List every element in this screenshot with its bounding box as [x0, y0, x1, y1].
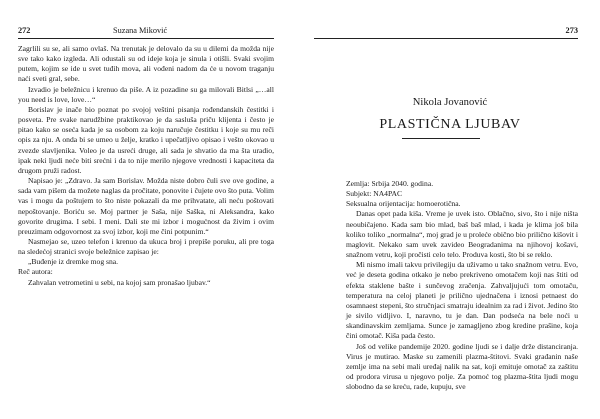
note-line: Reč autora:	[18, 267, 53, 277]
story-author: Nikola Jovanović	[412, 97, 488, 108]
paragraph: Borislav je inače bio poznat po svojoj veštini pisanja rođendanskih čestitki i posveta. Pre svake narudžbine praktikovao je da sasluša priču klijenta i često je pitao kako se oseća kada je sa osobom za koju naručuje čestitku i koje su mu reči opis za nju. A onda bi se umeo u želje, kratko i upečatljivo opisao i veštо okovao u zvezde slavljenika. Voleo je da usreći druge, ali sada je shvatio da ma šta uradio, ipak neki ljudi neće biti srećni i da to nije merilo njegove vrednosti i kapaciteta da drugom pruži radost.	[18, 104, 274, 175]
note-line: „Buđenje iz dremke mog sna.	[28, 257, 119, 267]
paragraph: Danas opet pada kiša. Vreme je uvek isto. Oblačno, sivo, što i nije ništa neoubičajeno. Kada sam bio mlad, baš baš mlad, i kada je klima još bila koliko toliko „normalna“, moj grad je u proleće obično bio prilično kišovit i maglovit. Nekako sam uvek zavideo Beogradanima na njihovoj košavi, snažnom vetru, koji pročisti celo telo. Produva kosti, što bi se reklo.	[346, 209, 578, 260]
title-underline	[402, 138, 480, 139]
meta-line: Seksualna orijentacija: homoerotična.	[346, 199, 461, 209]
page-number: 272	[18, 26, 31, 35]
note-line: Zahvalan vetrometini u sebi, na kojoj sam pronašao ljubav.“	[28, 277, 211, 287]
paragraph: Mi nismo imali takvu privilegiju da uživamo u tako snažnom vetru. Evo, već je deseta godina otkako je nebo prekriveno omotačem koji nas štiti od efekta staklene bašte i sunčevog zračenja. Zahvaljujući tom omotaču, temperatura na celoj planeti je prilično ujednačena i iznosi petnaest do osamnaest stepeni, što stručnjaci smatraju idealnim za rad i život. Jedino što je sivilo vidljivo. I, naravno, tu je dan. Dan podseća na bele noći u skandinavskim zemljama. Sunce je zamagljeno zbog kredine prašine, koja čini omotač. Kiša pada često.	[346, 260, 578, 341]
right-page-text	[346, 179, 578, 392]
paragraph: Izvadio je beležnicu i krenuo da piše. A iz pozadine su ga milovali Bitlsi „…all you need is love, love…“	[18, 84, 274, 104]
page-number: 273	[565, 26, 578, 35]
paragraph: Zagrlili su se, ali samo ovlaš. Na trenutak je delovalo da su u dilemi da možda nije sve tako kako izgleda. Ali odustali su od ideje koja je sinula i otišli. Svaki svojim putem, kojim se ide u svet tuđih mova, ali vođeni nadom da će u novom traganju naći sveti gral, sebe.	[18, 44, 274, 84]
paragraph: Nasmejao se, uzeo telefon i krenuo da ukuca broj i prepiše poruku, ali pre toga na sledećoj stranici svoje beležnice zapisao je:	[18, 236, 274, 257]
left-page-text	[18, 44, 274, 288]
right-page	[300, 0, 600, 419]
left-page-header	[18, 26, 274, 39]
paragraph: Još od velike pandemije 2020. godine ljudi se i dalje drže distanciranja. Virus je mutirao. Maske su zamenili plazma-štitovi. Svaki građanin naše zemlje ima na sebi mali uređaj nalik na sat, koji emituje omotač za zaštitu od prodora virusa u njegovo polje. Za pomoć tog plazma-štita ljudi mogu slobodno da se kreću, rade, kupuju, sve	[346, 341, 578, 392]
meta-line: Zemlja: Srbija 2040. godina.	[346, 179, 434, 188]
story-title: PLASTIČNA LJUBAV	[379, 117, 521, 132]
header-rule	[18, 38, 274, 39]
right-page-header	[314, 26, 578, 39]
header-rule	[314, 38, 578, 39]
meta-line: Subjekt: NA4PAC	[346, 189, 403, 199]
paragraph: Napisao je: „Zdravo. Ja sam Borislav. Možda niste dobro čuli sve ove godine, a sada vam pišem da možete naglas da pročitate, ponovite i čujete ovo što puta. Volim vas i mogu da poštujem to što niste pokazali da me prihvatate, ali neću poštovati nepoštovanje. Boriću se. Moj partner je Saša, nije Saška, ni Aleksandra, kako govorite drugima. I sebi. I meni. Dali ste mi izbor i mogućnost da živim i ovim preuzimam odgovornost za svoj izbor, koji me čini potpunim.“	[18, 176, 274, 236]
running-head: Suzana Miković	[113, 26, 168, 35]
